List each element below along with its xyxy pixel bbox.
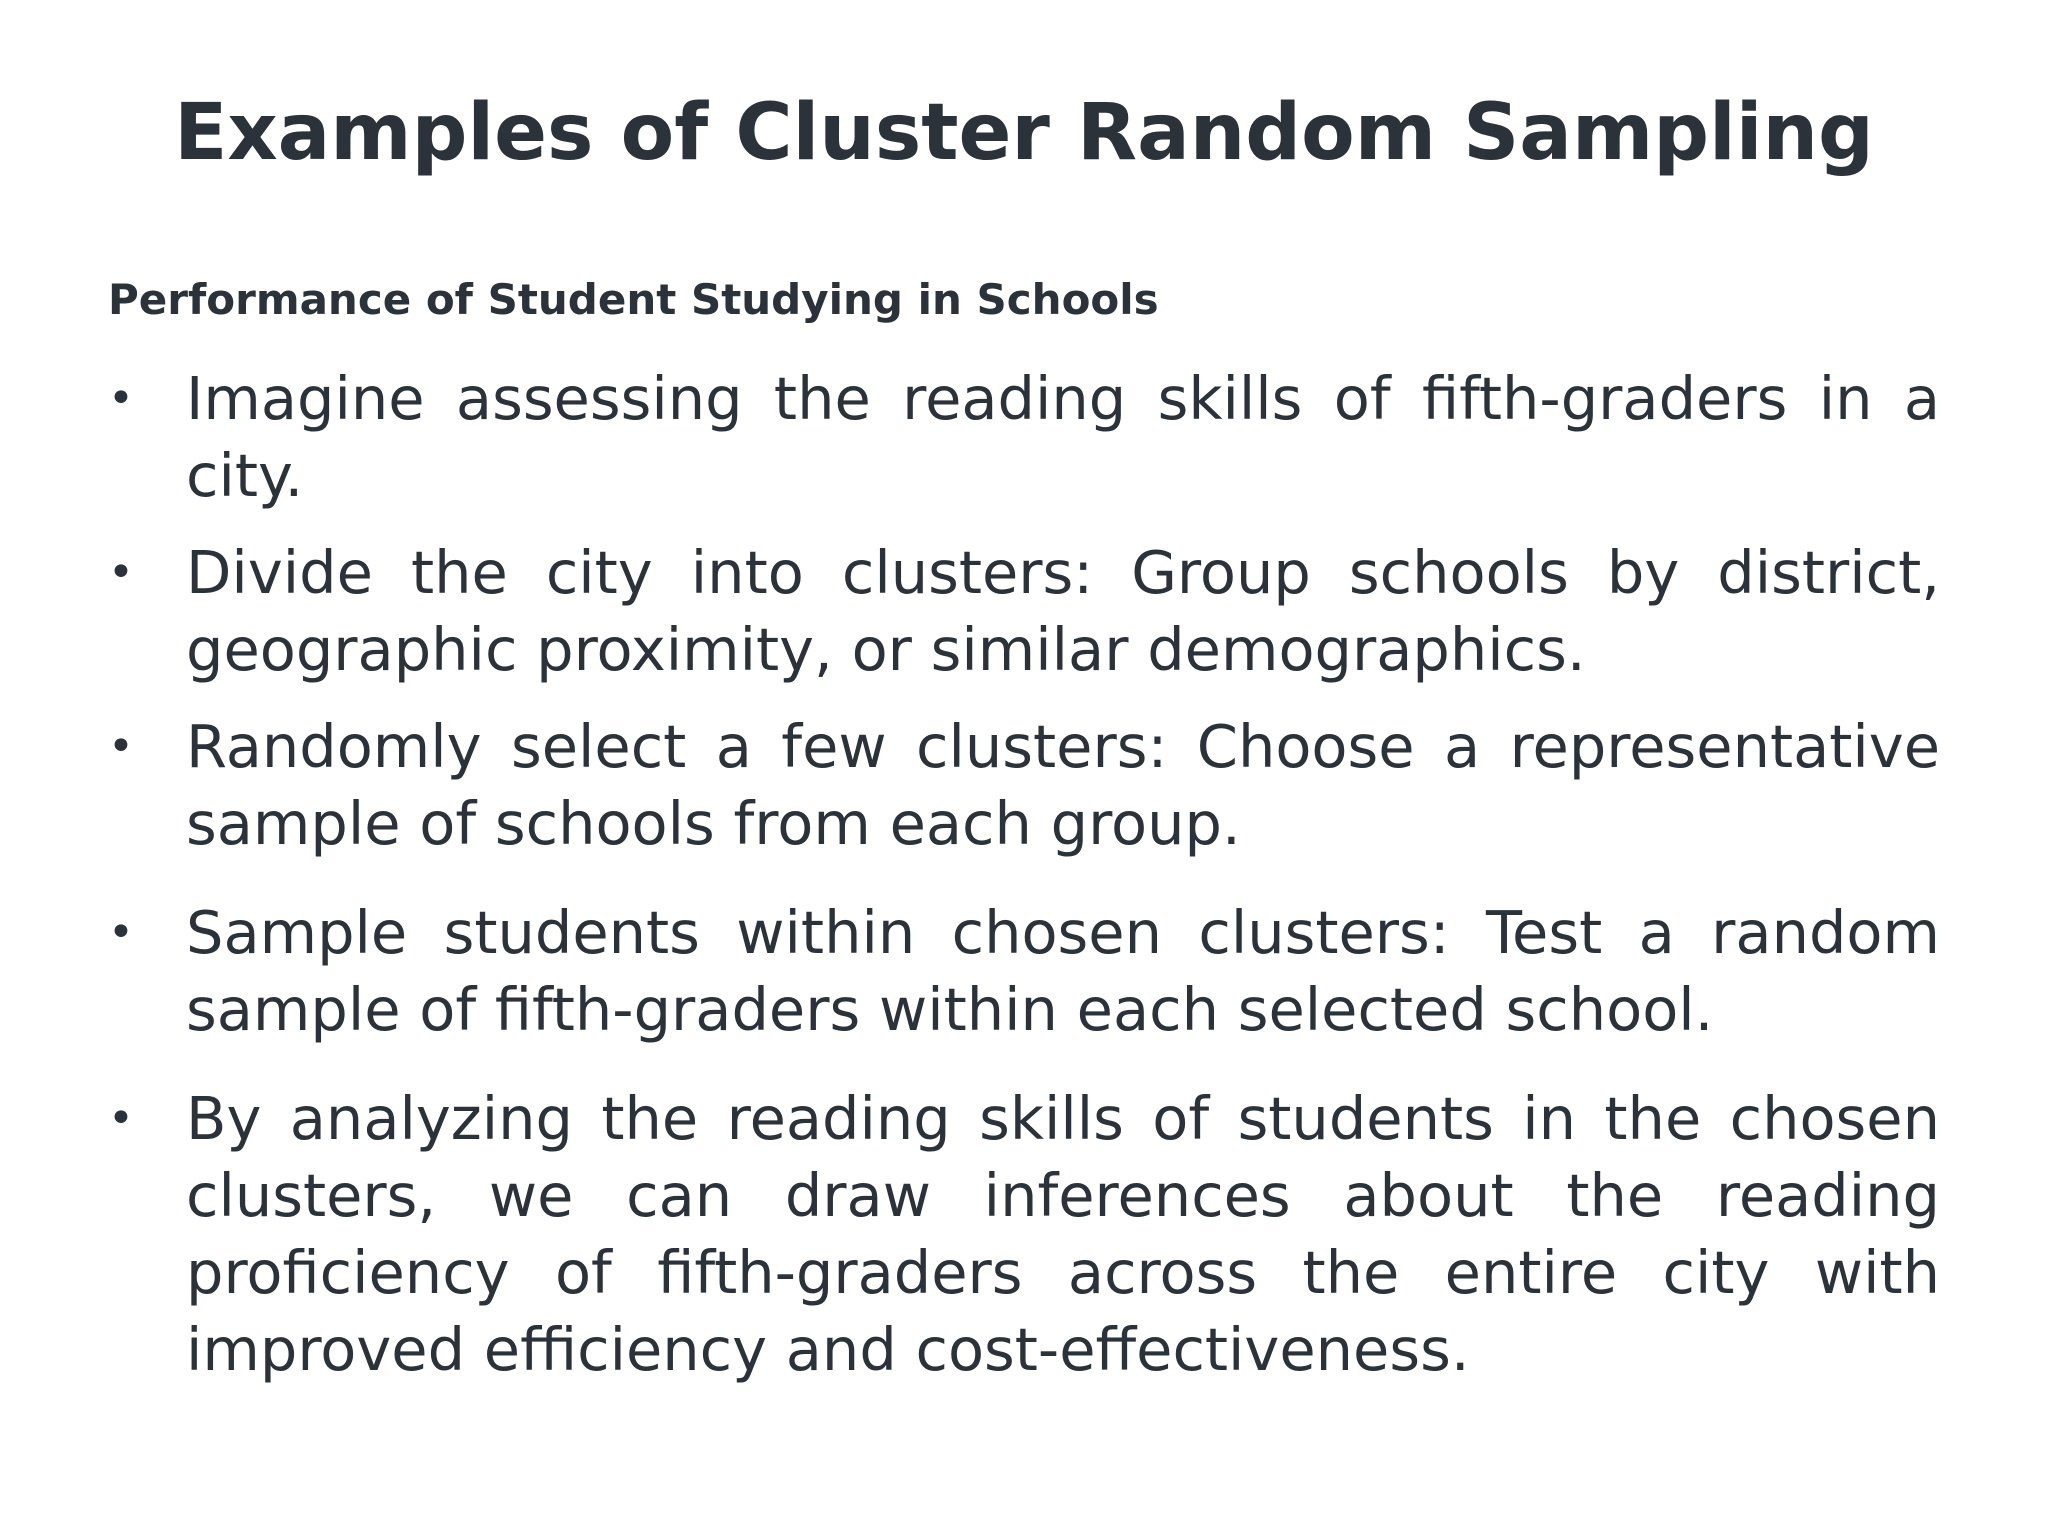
list-item [108, 534, 1940, 688]
bullet-list [108, 360, 1940, 1388]
list-item [108, 360, 1940, 514]
bullet-text: Imagine assessing the reading skills of fifth-graders in a city. [186, 364, 1940, 510]
bullet-icon: • [108, 721, 134, 772]
bullet-text: Sample students within chosen clusters: Test a random sample of fifth-graders within each selected school. [186, 898, 1940, 1044]
bullet-text: Randomly select a few clusters: Choose a representative sample of schools from each group. [186, 712, 1940, 858]
bullet-text: By analyzing the reading skills of students in the chosen clusters, we can draw inferences about the reading proficiency of fifth-graders across the entire city with improved efficiency and cost-effectiveness. [186, 1084, 1940, 1384]
list-item [108, 894, 1940, 1048]
list-item [108, 708, 1940, 862]
slide-subtitle: Performance of Student Studying in Schools [108, 275, 1159, 324]
bullet-icon: • [108, 907, 134, 958]
list-item [108, 1080, 1940, 1388]
bullet-icon: • [108, 373, 134, 424]
bullet-icon: • [108, 1093, 134, 1144]
bullet-icon: • [108, 547, 134, 598]
slide-title: Examples of Cluster Random Sampling [174, 88, 1874, 178]
bullet-text: Divide the city into clusters: Group schools by district, geographic proximity, or similar demographics. [186, 538, 1940, 684]
